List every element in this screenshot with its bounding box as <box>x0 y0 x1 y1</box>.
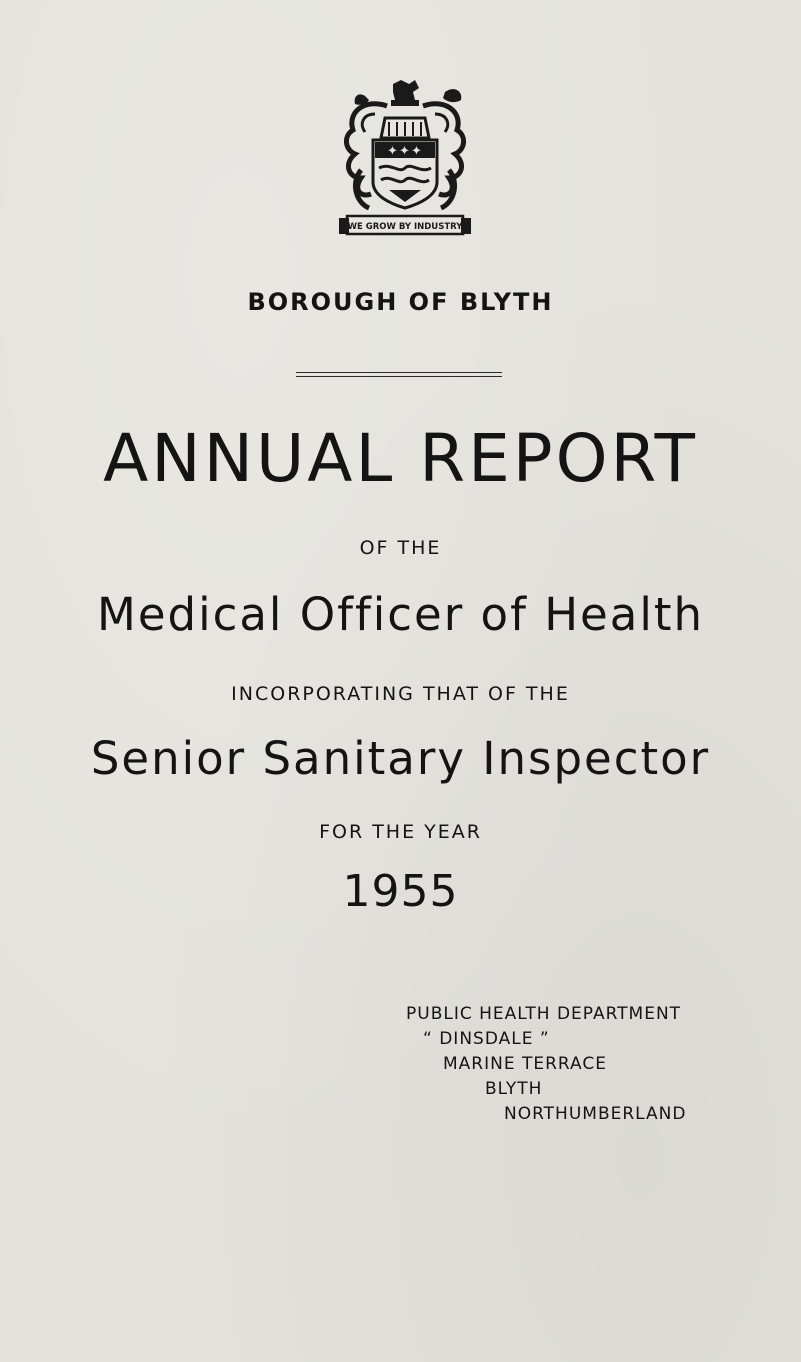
for-the-year-text: FOR THE YEAR <box>319 821 482 843</box>
address-line: BLYTH <box>485 1079 543 1099</box>
borough-crest-emblem <box>335 78 475 248</box>
svg-text:✦: ✦ <box>411 144 422 159</box>
svg-text:✦: ✦ <box>399 144 410 159</box>
inspector-title: Senior Sanitary Inspector <box>90 732 711 785</box>
address-line: PUBLIC HEALTH DEPARTMENT <box>406 1004 682 1024</box>
divider-line-bottom <box>296 376 502 377</box>
svg-text:✦: ✦ <box>387 144 398 159</box>
department-address <box>406 1002 686 1127</box>
divider-line-top <box>296 372 502 373</box>
address-line: NORTHUMBERLAND <box>504 1104 687 1124</box>
incorporating-text: INCORPORATING THAT OF THE <box>231 683 570 705</box>
address-line: MARINE TERRACE <box>443 1054 607 1074</box>
borough-heading: BOROUGH OF BLYTH <box>247 288 554 316</box>
officer-title: Medical Officer of Health <box>97 588 704 641</box>
address-line: “ DINSDALE ” <box>423 1029 550 1049</box>
report-year: 1955 <box>342 866 459 917</box>
crest-motto: WE GROW BY INDUSTRY <box>347 222 463 232</box>
report-title: ANNUAL REPORT <box>103 420 698 497</box>
of-the-text: OF THE <box>359 537 442 559</box>
